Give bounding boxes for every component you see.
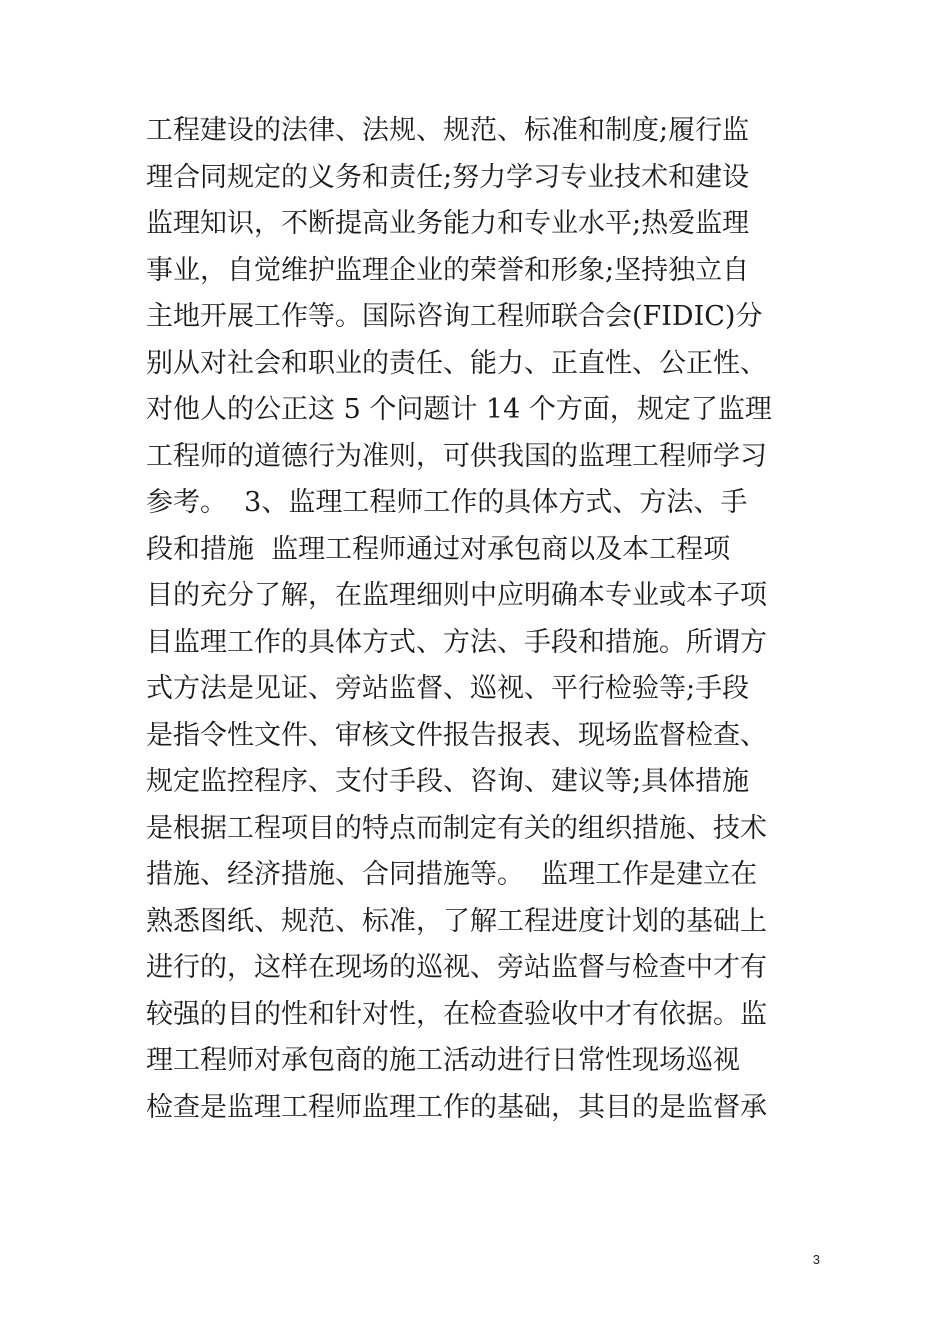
text-line: 段和措施 监理工程师通过对承包商以及本工程项 [146,533,731,565]
text-line: 式方法是见证、旁站监督、巡视、平行检验等;手段 [146,673,750,704]
text-line: 参考。 3、监理工程师工作的具体方式、方法、手 [146,487,748,518]
text-line: 事业，自觉维护监理企业的荣誉和形象;坚持独立自 [146,254,750,286]
text-line: 规定监控程序、支付手段、咨询、建议等;具体措施 [146,766,750,797]
text-line: 对他人的公正这 5 个问题计 14 个方面，规定了监理 [146,394,772,425]
text-line: 主地开展工作等。国际咨询工程师联合会(FIDIC)分 [146,301,763,332]
text-line: 较强的目的性和针对性，在检查验收中才有依据。监 [146,998,767,1030]
text-line: 目的充分了解，在监理细则中应明确本专业或本子项 [146,580,767,611]
text-line: 熟悉图纸、规范、标准，了解工程进度计划的基础上 [146,905,767,937]
text-line: 检查是监理工程师监理工作的基础，其目的是监督承 [146,1091,767,1123]
text-line: 措施、经济措施、合同措施等。 监理工作是建立在 [146,859,758,890]
text-line: 进行的，这样在现场的巡视、旁站监督与检查中才有 [146,952,767,983]
text-line: 是指令性文件、审核文件报告报表、现场监督检查、 [146,719,767,751]
text-line: 工程建设的法律、法规、规范、标准和制度;履行监 [146,115,750,146]
text-line: 理合同规定的义务和责任;努力学习专业技术和建设 [146,161,750,193]
text-line: 监理知识，不断提高业务能力和专业水平;热爱监理 [146,208,750,239]
body-text [146,108,816,1131]
text-line: 目监理工作的具体方式、方法、手段和措施。所谓方 [146,626,767,658]
text-line: 工程师的道德行为准则，可供我国的监理工程师学习 [146,440,767,472]
text-line: 理工程师对承包商的施工活动进行日常性现场巡视 [146,1045,740,1076]
text-line: 别从对社会和职业的责任、能力、正直性、公正性、 [146,347,767,379]
page-number: 3 [812,1252,820,1267]
text-line: 是根据工程项目的特点而制定有关的组织措施、技术 [146,812,767,844]
